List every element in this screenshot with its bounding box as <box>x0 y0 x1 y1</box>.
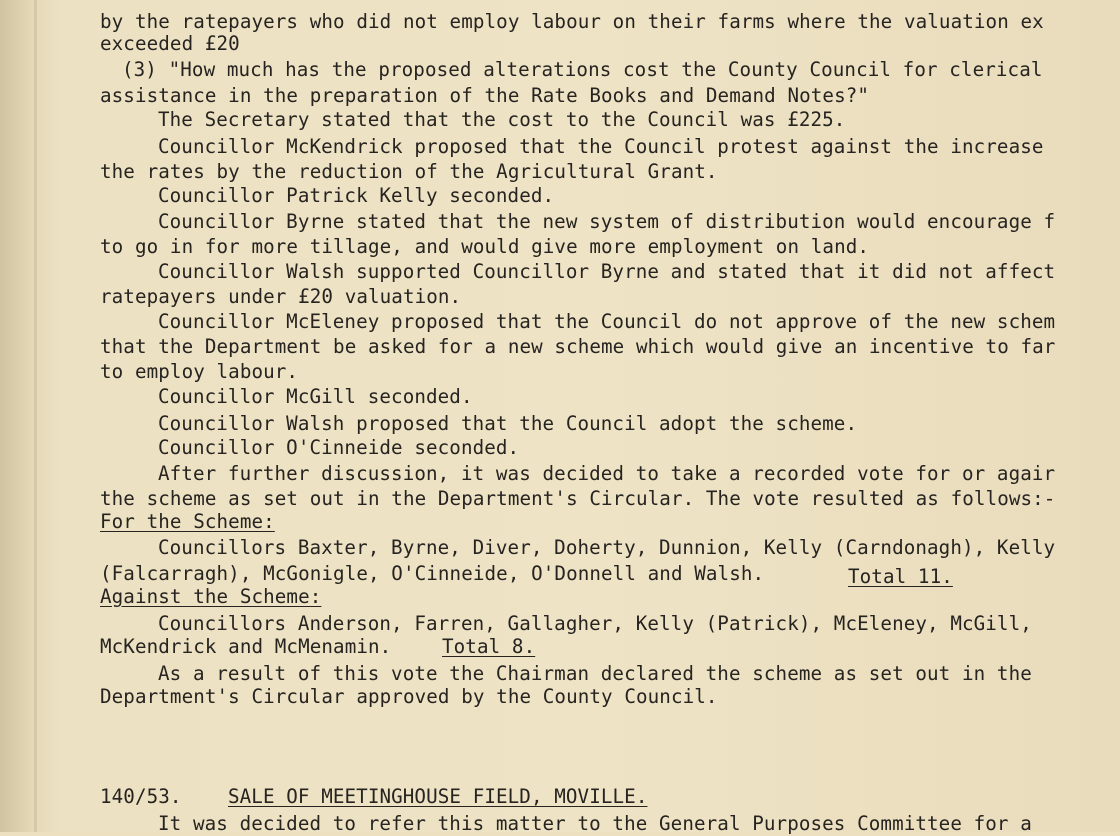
heading-for-scheme: For the Scheme: <box>100 510 275 533</box>
text-line: Councillors Anderson, Farren, Gallagher, Kelly (Patrick), McEleney, McGill, <box>158 612 1032 635</box>
text-line: (Falcarragh), McGonigle, O'Cinneide, O'Donnell and Walsh. <box>100 562 765 585</box>
text-line: Councillor Walsh proposed that the Council adopt the scheme. <box>158 412 858 435</box>
text-line: by the ratepayers who did not employ labour on their farms where the valuation ex <box>100 10 1044 33</box>
text-line: Councillors Baxter, Byrne, Diver, Doherty, Dunnion, Kelly (Carndonagh), Kelly <box>158 536 1056 559</box>
text-line: It was decided to refer this matter to the General Purposes Committee for a <box>158 812 1032 835</box>
text-line: to employ labour. <box>100 360 299 383</box>
text-line: McKendrick and McMenamin. <box>100 635 392 658</box>
text-line: After further discussion, it was decided to take a recorded vote for or agair <box>158 462 1056 485</box>
text-line: Councillor McGill seconded. <box>158 385 473 408</box>
total-against: Total 8. <box>442 635 536 658</box>
text-line: ratepayers under £20 valuation. <box>100 285 462 308</box>
heading-against-scheme: Against the Scheme: <box>100 585 322 608</box>
text-line: Councillor McEleney proposed that the Council do not approve of the new schem <box>158 310 1056 333</box>
text-line: that the Department be asked for a new scheme which would give an incentive to far <box>100 335 1056 358</box>
text-line: Councillor O'Cinneide seconded. <box>158 436 520 459</box>
text-line: Councillor Walsh supported Councillor Byrne and stated that it did not affect <box>158 260 1056 283</box>
minute-number: 140/53. <box>100 785 182 808</box>
text-line: Councillor Patrick Kelly seconded. <box>158 184 555 207</box>
binding-shadow <box>34 0 37 832</box>
text-line: Councillor McKendrick proposed that the Council protest against the increase <box>158 135 1044 158</box>
section-heading: SALE OF MEETINGHOUSE FIELD, MOVILLE. <box>228 785 648 808</box>
text-line: Councillor Byrne stated that the new system of distribution would encourage f <box>158 210 1056 233</box>
text-line: The Secretary stated that the cost to the Council was £225. <box>158 108 846 131</box>
text-line: Department's Circular approved by the County Council. <box>100 685 718 708</box>
text-line: As a result of this vote the Chairman declared the scheme as set out in the <box>158 662 1032 685</box>
text-line: assistance in the preparation of the Rate Books and Demand Notes?" <box>100 84 870 107</box>
text-line: the rates by the reduction of the Agricultural Grant. <box>100 160 718 183</box>
total-for: Total 11. <box>848 565 953 588</box>
text-line: (3) "How much has the proposed alterations cost the County Council for clerical <box>122 58 1043 81</box>
text-line: to go in for more tillage, and would give more employment on land. <box>100 235 870 258</box>
text-line: the scheme as set out in the Department's Circular. The vote resulted as follows:- <box>100 487 1056 510</box>
text-line: exceeded £20 <box>100 32 240 55</box>
